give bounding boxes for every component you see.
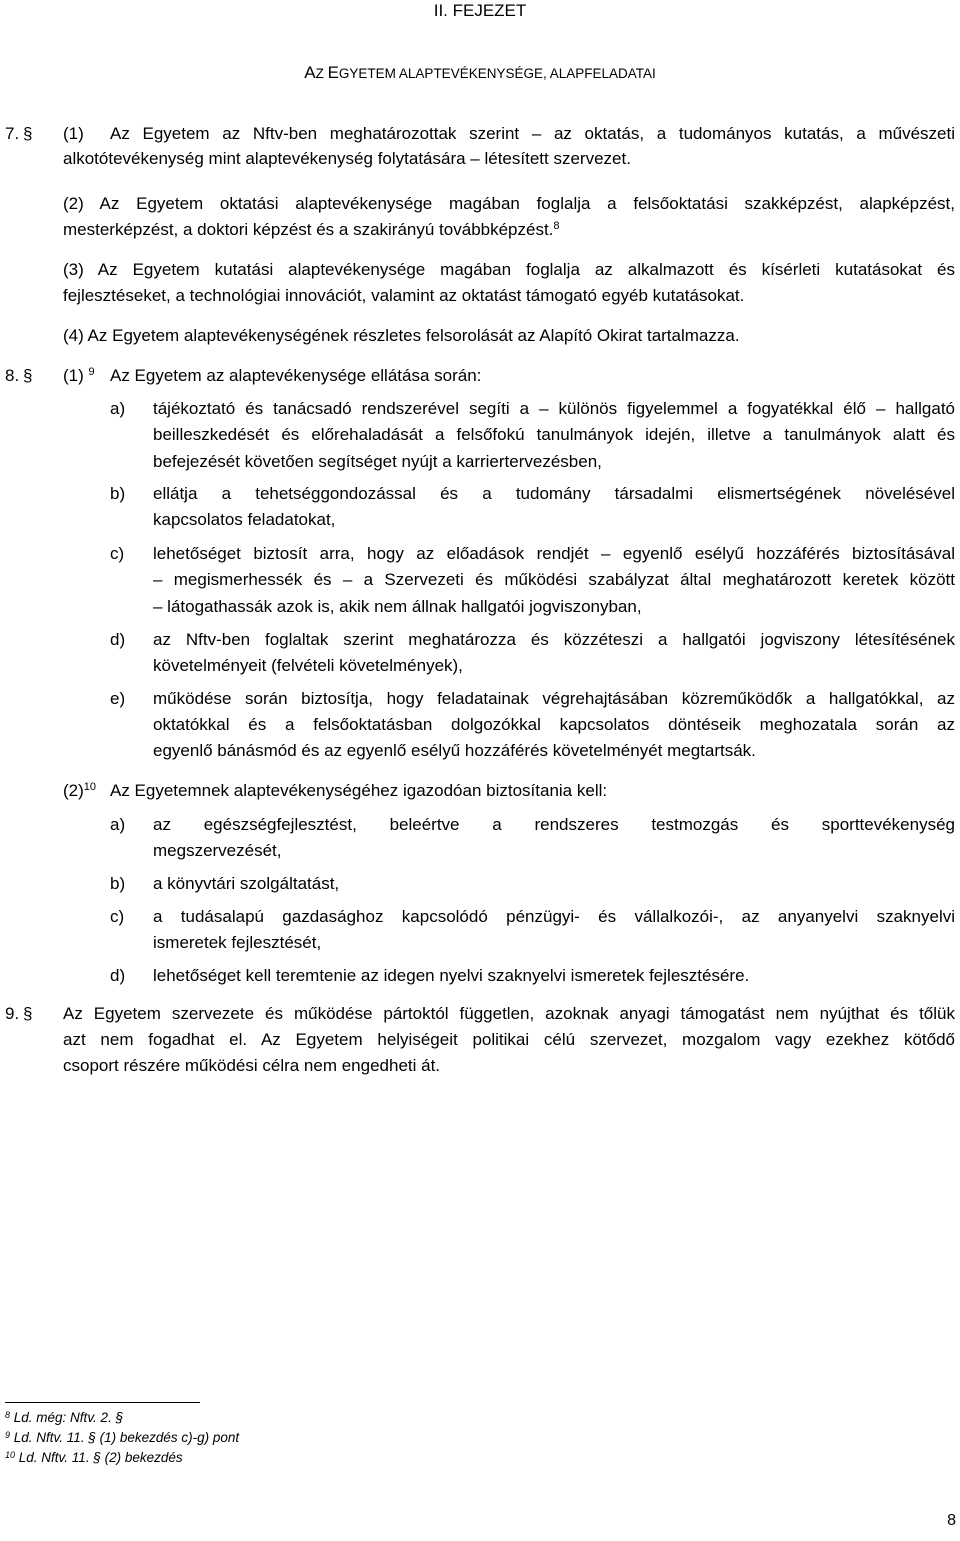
item-label: d) [110,966,126,985]
item-label: b) [110,874,126,893]
list-item-line: megszervezését, [153,841,282,860]
item-label: a) [110,399,126,418]
section-9-line1: Az Egyetem szervezete és működése pártoktól független, azoknak anyagi támogatást nem nyújthat és tőlük [63,1004,955,1023]
section-8-number: 8. [5,366,20,385]
list-item-line: működése során biztosítja, hogy feladatainak végrehajtásában közreműködők a hallgatókkal, az [153,689,955,708]
section-7-sign: § [23,124,33,143]
list-item-line: lehetőséget kell teremtenie az idegen nyelvi szaknyelvi ismeretek fejlesztésére. [153,966,750,985]
section-7-para4: (4) Az Egyetem alaptevékenységének részletes felsorolását az Alapító Okirat tartalmazza. [63,326,740,345]
chapter-title: AZ EGYETEM ALAPTEVÉKENYSÉGE, ALAPFELADATAI [304,63,656,82]
item-label: c) [110,544,125,563]
chapter-label [0,0,960,22]
section-9-number: 9. [5,1004,20,1023]
footnote-ref-8: 8 [553,220,560,232]
item-label: c) [110,907,125,926]
item-label: e) [110,689,126,708]
section-9-line3: csoport részére működési célra nem engedheti át. [63,1056,441,1075]
list-item-line: a könyvtári szolgáltatást, [153,874,340,893]
footnote-9: $^9$ Ld. Nftv. 11. § (1) bekezdés c)-g) pont [5,1430,240,1445]
list-item-line: oktatókkal és a felsőoktatásban dolgozókkal kapcsolatos döntéseik meghozatala során az [153,715,955,734]
footnote-10: $^{10}$ Ld. Nftv. 11. § (2) bekezdés [5,1450,183,1465]
item-label: b) [110,484,126,503]
list-item-line: az egészségfejlesztést, beleértve a rendszeres testmozgás és sporttevékenység [153,815,955,834]
section-7-para3-line1: (3) Az Egyetem kutatási alaptevékenysége magában foglalja az alkalmazott és kísérleti kutatásokat és [63,260,955,279]
section-7-number: 7. [5,124,20,143]
section-7-para3-line2: fejlesztéseket, a technológiai innovációt, valamint az oktatást támogató egyéb kutatásokat. [63,286,745,305]
section-9-line2: azt nem fogadhat el. Az Egyetem helyiségeit politikai célú szervezet, mozgalom vagy ezekhez kötődő [63,1030,955,1049]
footnote-separator [5,1402,200,1403]
footnote-8: $^8$ Ld. még: Nftv. 2. § [5,1410,124,1425]
section-8-para2-intro: Az Egyetemnek alaptevékenységéhez igazodóan biztosítania kell: [110,781,608,800]
list-item-line: beilleszkedését és előrehaladását a felsőfokú tanulmányok idején, illetve a tanulmányok alatt és [153,425,955,444]
footnote-ref-9: 9 [88,366,95,378]
section-8-para1-intro: Az Egyetem az alaptevékenysége ellátása során: [110,366,482,385]
list-item-line: befejezését követően segítséget nyújt a karriertervezésben, [153,452,602,471]
footnote-ref-10: 10 [83,781,97,793]
list-item-line: egyenlő bánásmód és az egyenlő esélyű hozzáférés követelményét megtartsák. [153,741,756,760]
page-number: 8 [947,1512,956,1529]
list-item-line: lehetőséget biztosít arra, hogy az előadások rendjét – egyenlő esélyű hozzáférés biztosításával [153,544,955,563]
section-7-para1-label: (1) [63,124,84,143]
section-8-para1-label: (1) $^9$ [63,366,95,385]
list-item-line: a tudásalapú gazdasághoz kapcsolódó pénzügyi- és vállalkozói-, az anyanyelvi szaknyelvi [153,907,955,926]
list-item-line: követelményeit (felvételi követelmények), [153,656,463,675]
chapter-label-text: II. FEJEZET [433,1,527,20]
list-item-line: az Nftv-ben foglaltak szerint meghatározza és közzéteszi a hallgatói jogviszony létesítésének [153,630,955,649]
section-7-para1-line2: alkotótevékenység mint alaptevékenység folytatására – létesített szervezet. [63,149,631,168]
section-8-para2-label: $(2)^{10}$ [63,781,97,800]
section-8-sign: § [23,366,33,385]
item-label: d) [110,630,126,649]
list-item-line: ismeretek fejlesztését, [153,933,322,952]
list-item-line: – megismerhessék és – a Szervezeti és működési szabályzat által meghatározott keretek között [153,570,955,589]
section-7-para2-line1: (2) Az Egyetem oktatási alaptevékenysége magában foglalja a felsőoktatási szakképzést, alapképzést, [63,194,955,213]
list-item-line: tájékoztató és tanácsadó rendszerével segíti a – különös figyelemmel a fogyatékkal élő – hallgató [153,399,955,418]
section-9-sign: § [23,1004,33,1023]
section-7-para1-line1: Az Egyetem az Nftv-ben meghatározottak szerint – az oktatás, a tudományos kutatás, a művészeti [110,124,955,143]
list-item-line: ellátja a tehetséggondozással és a tudomány társadalmi elismertségének növelésével [153,484,955,503]
list-item-line: – látogathassák azok is, akik nem állnak hallgatói jogviszonyban, [153,597,642,616]
section-7-para2-line2: mesterképzést, a doktori képzést és a szakirányú továbbképzést.$^8$ [63,220,560,239]
list-item-line: kapcsolatos feladatokat, [153,510,336,529]
item-label: a) [110,815,126,834]
